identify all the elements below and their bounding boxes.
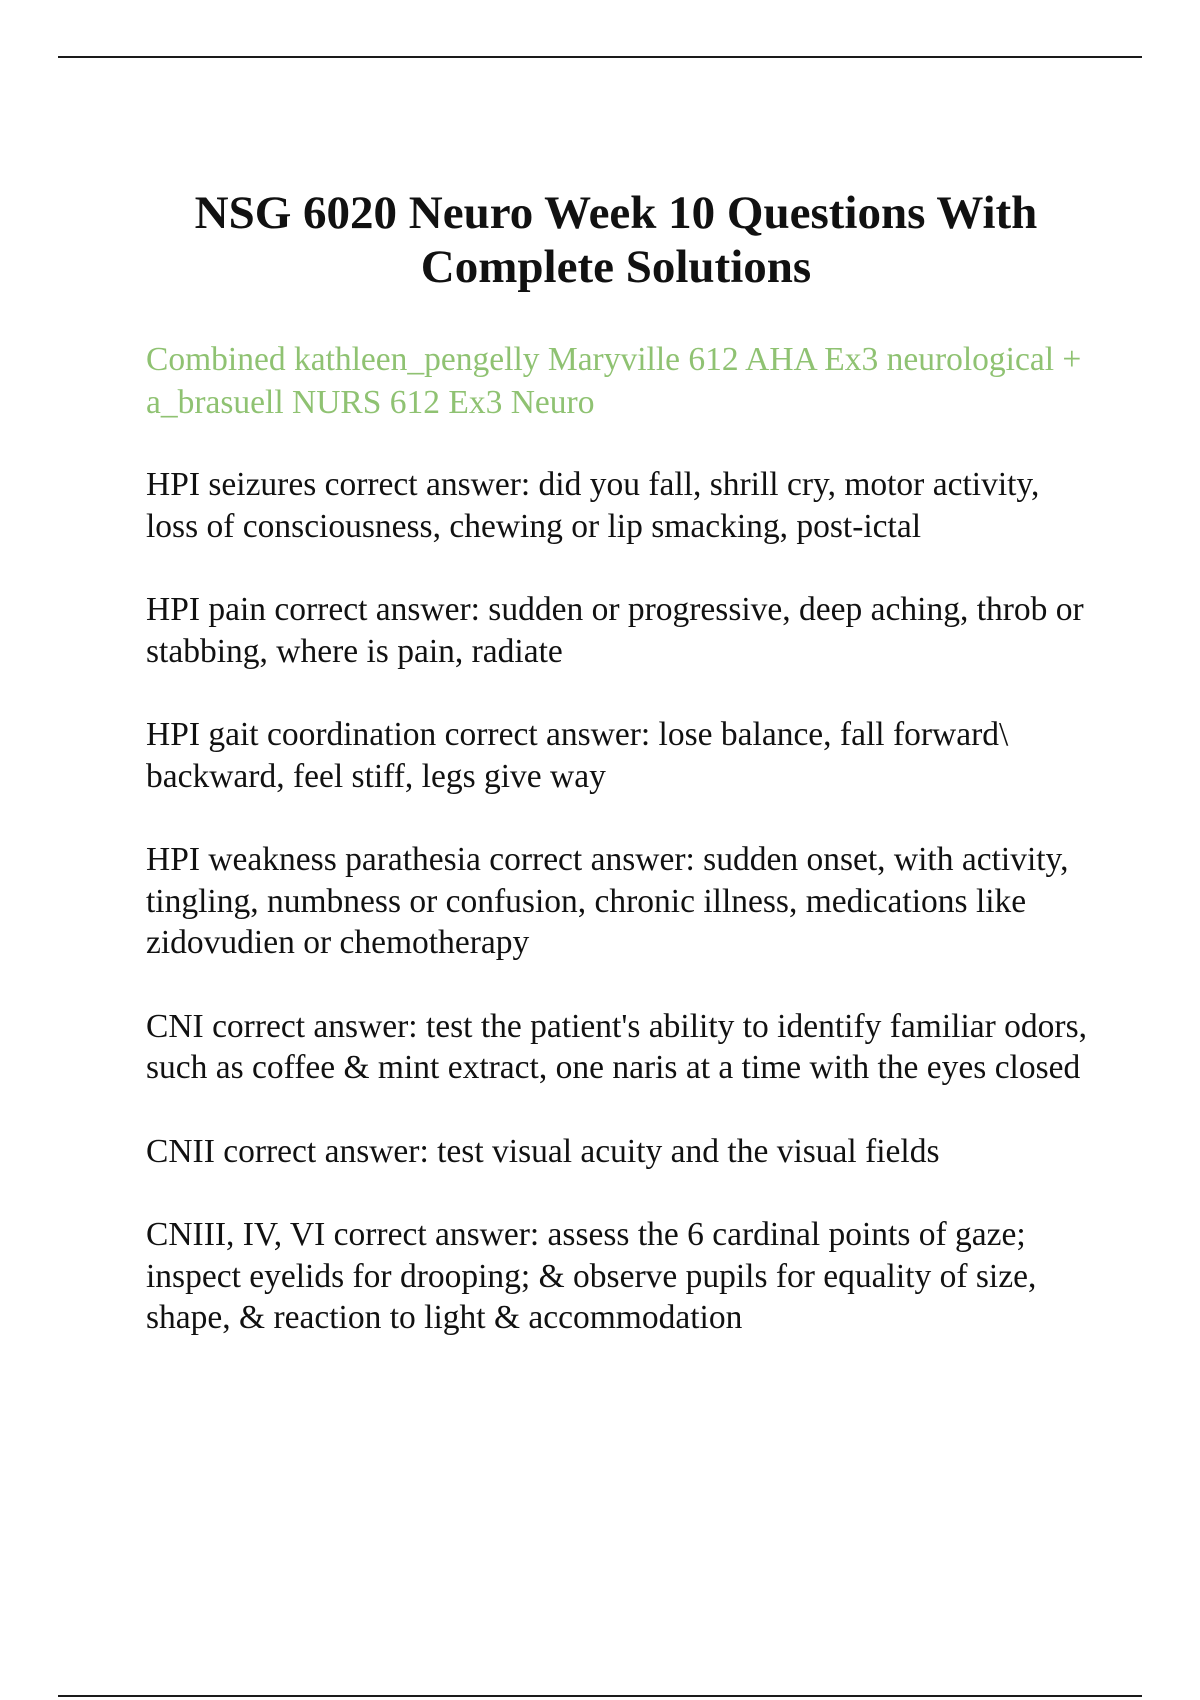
page-title: NSG 6020 Neuro Week 10 Questions With Complete Solutions bbox=[194, 187, 1038, 293]
qa-item-hpi-pain: HPI pain correct answer: sudden or progressive, deep aching, throb or stabbing, where is pain, radiate bbox=[146, 591, 1084, 670]
top-divider bbox=[58, 56, 1142, 58]
qa-list bbox=[146, 464, 1096, 1381]
bottom-divider bbox=[58, 1695, 1142, 1697]
qa-item-hpi-weakness-parathesia: HPI weakness parathesia correct answer: sudden onset, with activity, tingling, numbness or confusion, chronic illness, medications like zidovudien or chemotherapy bbox=[146, 841, 1069, 961]
document-subtitle: Combined kathleen_pengelly Maryville 612 AHA Ex3 neurological + a_brasuell NURS 612 Ex3 Neuro bbox=[146, 341, 1082, 421]
qa-item-hpi-gait-coordination: HPI gait coordination correct answer: lose balance, fall forward\ backward, feel stiff, legs give way bbox=[146, 716, 1009, 795]
qa-item-cnii: CNII correct answer: test visual acuity and the visual fields bbox=[146, 1132, 940, 1170]
qa-item-hpi-seizures: HPI seizures correct answer: did you fall, shrill cry, motor activity, loss of consciousness, chewing or lip smacking, post-ictal bbox=[146, 466, 1040, 545]
qa-item-cni: CNI correct answer: test the patient's ability to identify familiar odors, such as coffee & mint extract, one naris at a time with the eyes closed bbox=[146, 1007, 1087, 1086]
qa-item-cniii-iv-vi: CNIII, IV, VI correct answer: assess the 6 cardinal points of gaze; inspect eyelids for drooping; & observe pupils for equality of size, shape, & reaction to light & accommodation bbox=[146, 1216, 1037, 1336]
